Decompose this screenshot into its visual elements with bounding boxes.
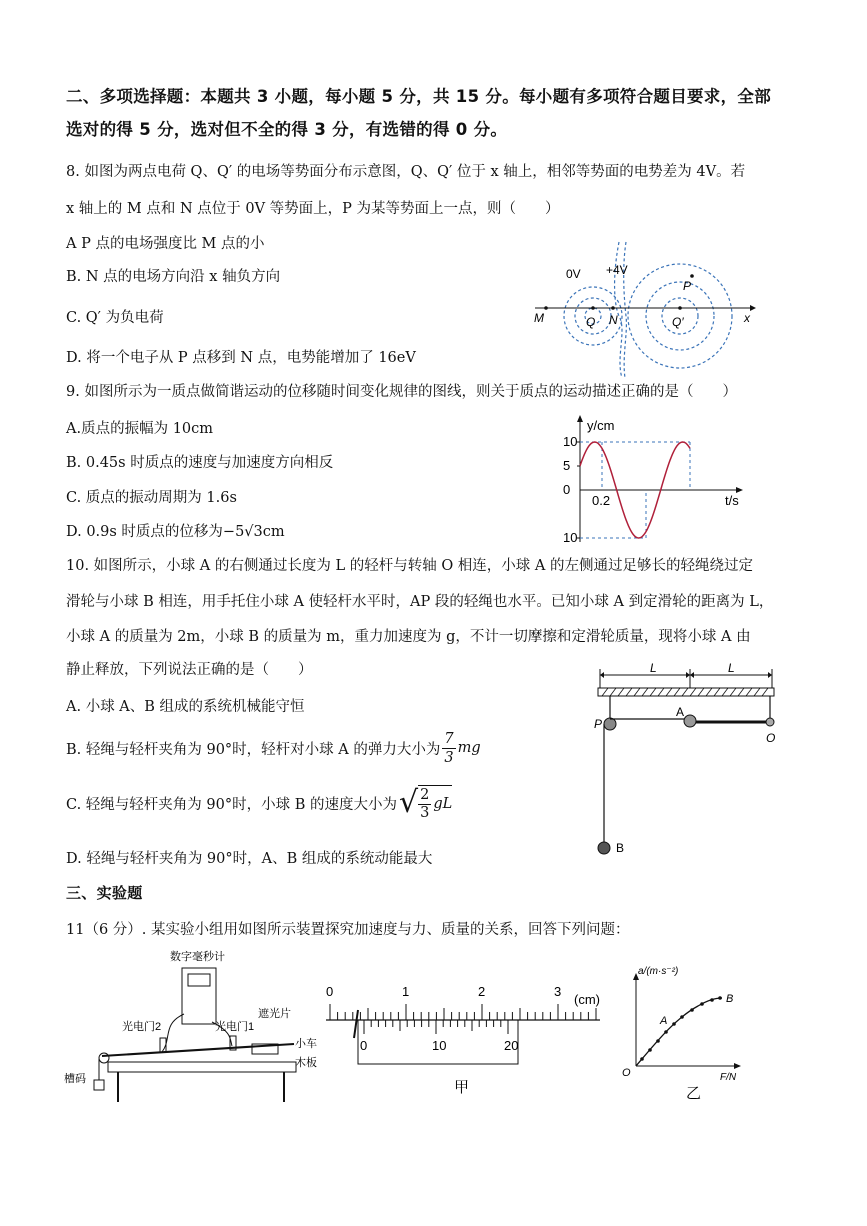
label-n: N (609, 313, 618, 327)
equipotential-figure (530, 238, 760, 378)
board (108, 1062, 296, 1072)
ball-b (598, 842, 610, 854)
q10-stem-line1: 10. 如图所示，小球 A 的右侧通过长度为 L 的轻杆与转轴 O 相连，小球 A 的左侧通过足够长的轻绳绕过定 (66, 558, 753, 574)
timer-box (182, 968, 216, 1024)
main-scale-label: 1 (402, 984, 410, 999)
q10-stem-line3: 小球 A 的质量为 2m，小球 B 的质量为 m，重力加速度为 g，不计一切摩擦和定滑轮质量，现将小球 A 由 (66, 629, 751, 645)
q8-option-b[interactable]: B. N 点的电场方向沿 x 轴负方向 (66, 269, 281, 285)
y-tick-label: 5 (563, 458, 571, 473)
y-tick-label: 10 (563, 530, 578, 545)
q9-stem: 9. 如图所示为一质点做简谐运动的位移随时间变化规律的图线，则关于质点的运动描述正确的是（ ） (66, 384, 737, 400)
y-axis-arrow (577, 415, 583, 422)
fraction-2-3 (418, 787, 431, 822)
section-heading-line1: 二、多项选择题：本题共 3 小题，每小题 5 分，共 15 分。每小题有多项符合题目要求，全部 (66, 87, 771, 106)
q10-option-b-unit: mg (457, 740, 481, 756)
vernier-scale-label: 20 (504, 1038, 519, 1053)
vernier-scale-label: 10 (432, 1038, 447, 1053)
apparatus-figure (62, 944, 332, 1104)
pivot-o (766, 718, 774, 726)
q10-stem-line2: 滑轮与小球 B 相连，用手托住小球 A 使轻杆水平时，AP 段的轻绳也水平。已知小球 A 到定滑轮的距离为 L， (66, 594, 774, 610)
q10-option-b-text: B. 轻绳与轻杆夹角为 90°时，轻杆对小球 A 的弹力大小为 (66, 741, 441, 758)
main-scale-label: 3 (554, 984, 562, 999)
q10-option-b[interactable] (66, 726, 481, 770)
fraction-numerator: 2 (420, 786, 430, 803)
dim-label-left: L (650, 661, 657, 675)
q9-option-d[interactable]: D. 0.9s 时质点的位移为−5√3cm (66, 524, 285, 540)
label-q: Q (586, 315, 596, 329)
vernier-scale-label: 0 (360, 1038, 368, 1053)
ceiling (598, 688, 774, 696)
section-heading-line2: 选对的得 5 分，选对但不全的得 3 分，有选错的得 0 分。 (66, 120, 508, 139)
q10-option-c-text: C. 轻绳与轻杆夹角为 90°时，小球 B 的速度大小为 (66, 796, 397, 813)
radicand (418, 785, 452, 822)
q9-option-a[interactable]: A.质点的振幅为 10cm (66, 421, 214, 437)
pulley (99, 1053, 109, 1063)
radical-sign: √ (398, 785, 419, 820)
fraction-denominator: 3 (420, 804, 430, 821)
dim-label-right: L (728, 661, 735, 675)
q8-option-d[interactable]: D. 将一个电子从 P 点移到 N 点，电势能增加了 16eV (66, 350, 416, 366)
gate2-label: 光电门2 (122, 1021, 162, 1033)
label-p: P (683, 279, 692, 293)
q10-stem-line4: 静止释放，下列说法正确的是（ ） (66, 662, 313, 678)
weight-label: 槽码 (64, 1073, 86, 1085)
point-qp (678, 306, 682, 310)
point-a-label: A (660, 1015, 668, 1027)
q9-option-b[interactable]: B. 0.45s 时质点的速度与加速度方向相反 (66, 455, 334, 471)
radicand-gl: gL (433, 796, 453, 812)
sqrt-expression (399, 785, 452, 822)
timer-label: 数字毫秒计 (170, 951, 225, 963)
y-label: y/cm (587, 418, 615, 433)
q8-option-a[interactable]: A P 点的电场强度比 M 点的小 (66, 236, 265, 252)
cart-label: 小车 (295, 1038, 317, 1050)
q9-option-c[interactable]: C. 质点的振动周期为 1.6s (66, 490, 237, 506)
fraction-7-3 (442, 730, 455, 767)
label-qp: Q′ (672, 315, 684, 329)
q10-option-c[interactable] (66, 780, 452, 826)
fraction-denominator: 3 (444, 749, 454, 766)
q10-option-a[interactable]: A. 小球 A、B 组成的系统机械能守恒 (66, 699, 305, 715)
vernier-caliper (322, 980, 612, 1110)
label-o: O (766, 731, 776, 745)
point-q (591, 306, 595, 310)
shade-label: 遮光片 (258, 1008, 291, 1020)
fraction-numerator: 7 (444, 730, 454, 747)
pulley-rod-figure (590, 660, 790, 860)
ball-a (684, 715, 696, 727)
label-m: M (534, 311, 544, 325)
label-4v: +4V (606, 263, 628, 277)
q10-option-d[interactable]: D. 轻绳与轻杆夹角为 90°时，A、B 组成的系统动能最大 (66, 851, 433, 867)
caliper-caption: 甲 (454, 1079, 470, 1096)
point-b-label: B (726, 993, 734, 1005)
label-b: B (616, 841, 625, 855)
acceleration-force-graph (618, 962, 753, 1102)
point-p (690, 274, 694, 278)
q11-stem: 11（6 分）. 某实验小组用如图所示装置探究加速度与力、质量的关系，回答下列问题： (66, 922, 630, 938)
gate1-label: 光电门1 (215, 1021, 255, 1033)
displacement-time-chart (535, 412, 755, 547)
q8-option-c[interactable]: C. Q′ 为负电荷 (66, 310, 164, 326)
x-axis-arrow (750, 305, 756, 311)
section3-heading: 三、实验题 (66, 884, 143, 902)
label-a: A (676, 705, 685, 719)
t-label: t/s (725, 493, 739, 508)
hanging-weight (94, 1080, 104, 1090)
q8-stem-line1: 8. 如图为两点电荷 Q、Q′ 的电场等势面分布示意图，Q、Q′ 位于 x 轴上，相邻等势面的电势差为 4V。若 (66, 164, 746, 180)
y-tick-label: 0 (563, 482, 571, 497)
point-m (544, 306, 548, 310)
label-0v: 0V (566, 267, 581, 281)
jaw-edge (354, 1010, 358, 1038)
label-p: P (594, 717, 603, 731)
graph-caption: 乙 (686, 1085, 702, 1102)
a-f-curve (636, 998, 722, 1066)
ceiling-hatch (602, 688, 768, 696)
f-axis-label: F/N (720, 1072, 737, 1083)
main-scale-label: 0 (326, 984, 334, 999)
q8-stem-line2: x 轴上的 M 点和 N 点位于 0V 等势面上，P 为某等势面上一点，则（ ） (66, 201, 560, 217)
point-n (611, 306, 615, 310)
label-x: x (744, 311, 750, 325)
y-tick-label: 10 (563, 434, 578, 449)
pulley-p (604, 718, 616, 730)
origin-label: O (622, 1067, 631, 1079)
unit-label: (cm) (574, 992, 600, 1007)
main-scale-label: 2 (478, 984, 486, 999)
board-label: 木板 (295, 1057, 317, 1069)
x-tick-label: 0.2 (592, 493, 611, 508)
a-axis-label: a/(m·s⁻²) (638, 966, 679, 977)
data-points (640, 996, 722, 1061)
